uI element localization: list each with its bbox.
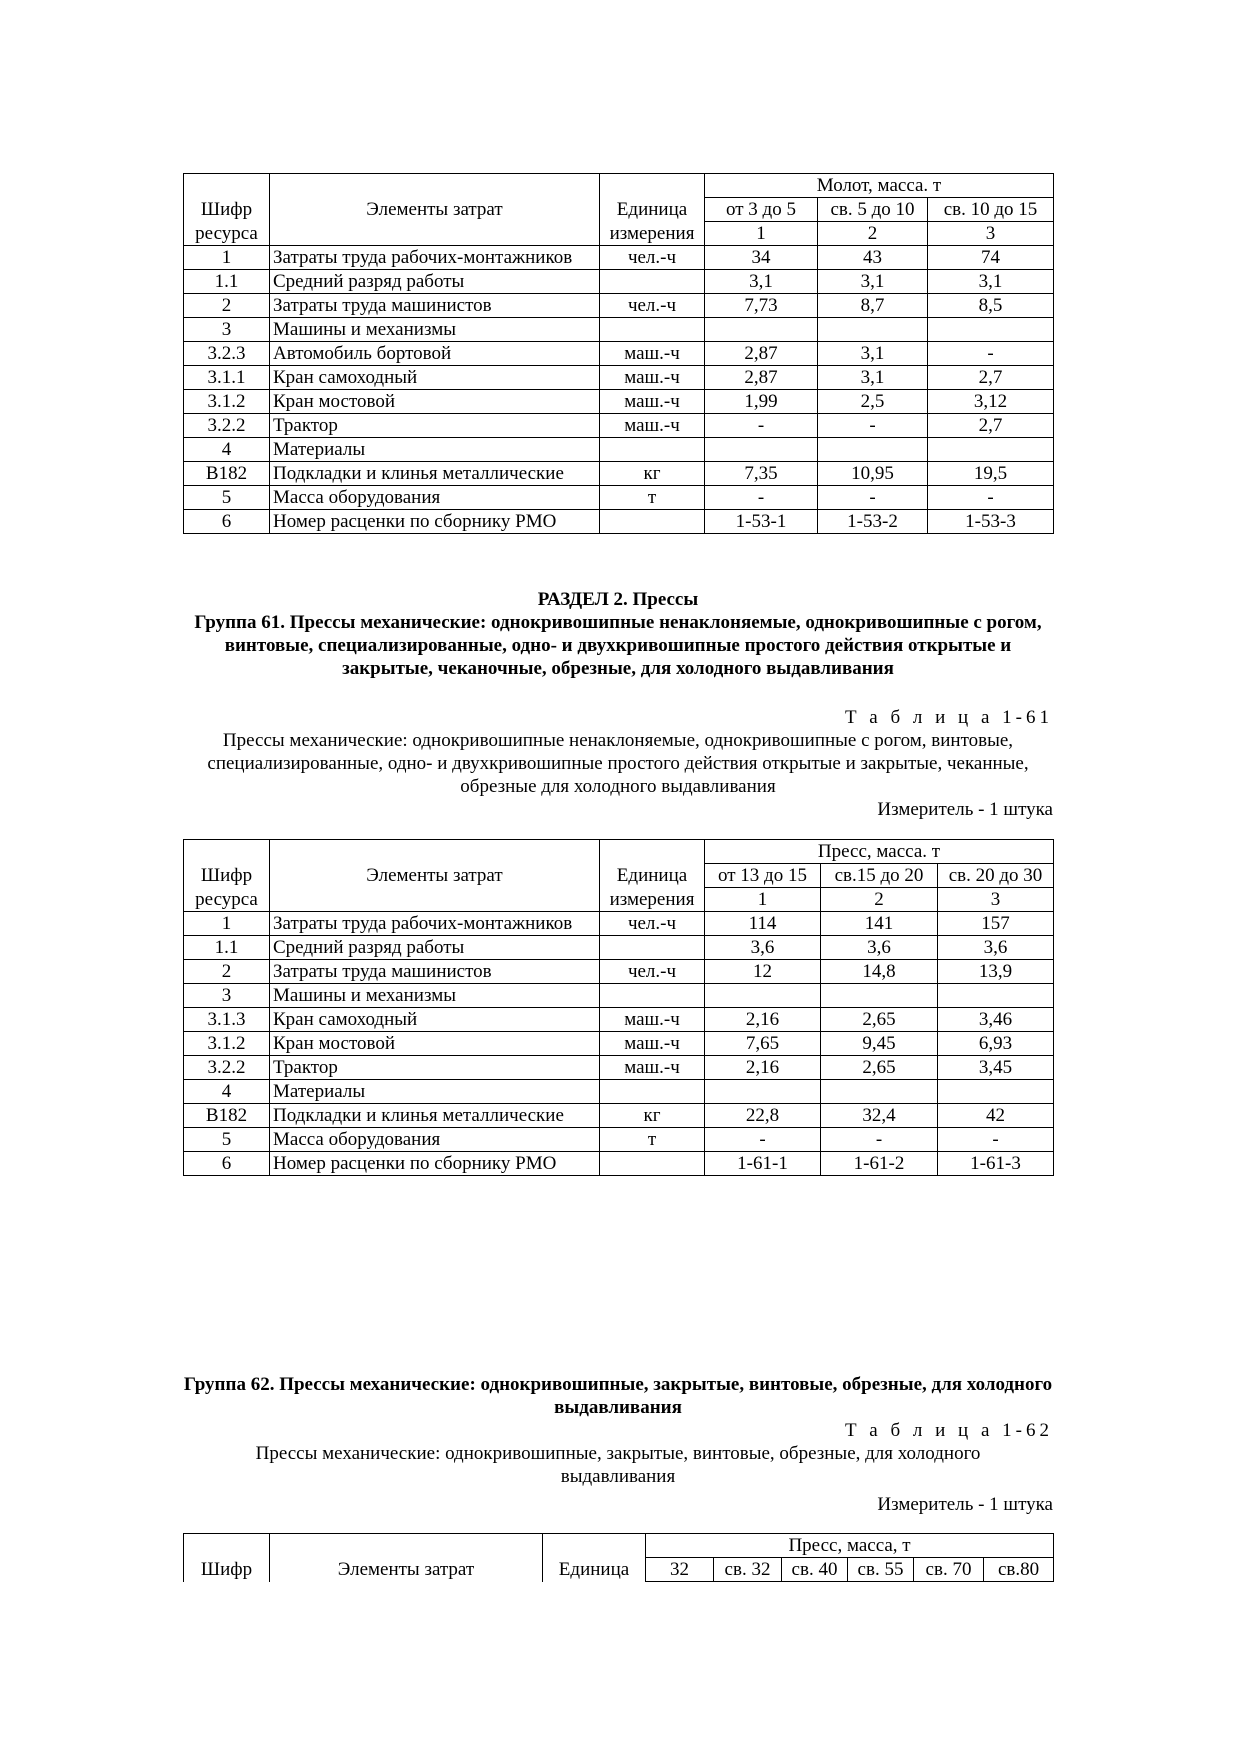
header-cell-elements-top <box>270 840 600 864</box>
value-cell: 3,1 <box>705 270 818 294</box>
value-cell: 22,8 <box>705 1104 821 1128</box>
table-label-1-61: Т а б л и ц а 1-61 <box>844 707 1053 728</box>
unit-cell <box>600 1080 705 1104</box>
unit-cell <box>600 984 705 1008</box>
element-cell: Материалы <box>270 1080 600 1104</box>
value-cell: 43 <box>818 246 928 270</box>
header-cell-unit: Единица <box>600 864 705 888</box>
value-cell: 13,9 <box>938 960 1054 984</box>
measure-label: Измеритель - 1 штука <box>877 799 1053 820</box>
value-cell: 8,7 <box>818 294 928 318</box>
value-cell: 3,1 <box>818 342 928 366</box>
col-num-cell: 1 <box>705 888 821 912</box>
value-cell: 9,45 <box>821 1032 938 1056</box>
unit-cell: маш.-ч <box>600 414 705 438</box>
value-cell <box>928 438 1054 462</box>
table-header-row <box>184 222 1054 246</box>
value-cell: 19,5 <box>928 462 1054 486</box>
value-cell: - <box>938 1128 1054 1152</box>
col-num-cell: 2 <box>821 888 938 912</box>
element-cell: Кран самоходный <box>270 366 600 390</box>
table-row <box>184 912 1054 936</box>
table-row <box>184 366 1054 390</box>
table-row <box>184 486 1054 510</box>
header-cell-unit-top <box>543 1534 646 1558</box>
header-cell-unit: измерения <box>600 222 705 246</box>
value-cell: - <box>928 342 1054 366</box>
element-cell: Подкладки и клинья металлические <box>270 1104 600 1128</box>
range-cell: от 13 до 15 <box>705 864 821 888</box>
code-cell: 2 <box>184 960 270 984</box>
value-cell <box>705 438 818 462</box>
table-row <box>184 984 1054 1008</box>
range-cell: св. 40 <box>782 1558 848 1582</box>
header-cell-unit: измерения <box>600 888 705 912</box>
value-cell: 2,87 <box>705 366 818 390</box>
value-cell: - <box>821 1128 938 1152</box>
range-cell: 32 <box>646 1558 714 1582</box>
unit-cell <box>600 1152 705 1176</box>
value-cell: 7,65 <box>705 1032 821 1056</box>
col-num-cell: 1 <box>705 222 818 246</box>
table-row <box>184 462 1054 486</box>
table-row <box>184 1032 1054 1056</box>
unit-cell: чел.-ч <box>600 912 705 936</box>
table-row <box>184 414 1054 438</box>
measure-label: Измеритель - 1 штука <box>877 1494 1053 1515</box>
header-cell-unit-top <box>600 174 705 198</box>
value-cell: 1-61-2 <box>821 1152 938 1176</box>
unit-cell: чел.-ч <box>600 960 705 984</box>
code-cell: 3.1.3 <box>184 1008 270 1032</box>
value-cell: 3,6 <box>938 936 1054 960</box>
value-cell <box>705 1080 821 1104</box>
element-cell: Номер расценки по сборнику РМО <box>270 510 600 534</box>
unit-cell: маш.-ч <box>600 1032 705 1056</box>
value-cell: 1-61-3 <box>938 1152 1054 1176</box>
element-cell: Масса оборудования <box>270 1128 600 1152</box>
value-cell: 2,65 <box>821 1008 938 1032</box>
table-header-row <box>184 840 1054 864</box>
value-cell: 1-53-2 <box>818 510 928 534</box>
value-cell <box>705 984 821 1008</box>
value-cell: 3,45 <box>938 1056 1054 1080</box>
unit-cell: чел.-ч <box>600 246 705 270</box>
element-cell: Трактор <box>270 414 600 438</box>
value-cell: 74 <box>928 246 1054 270</box>
value-cell <box>821 1080 938 1104</box>
range-cell: от 3 до 5 <box>705 198 818 222</box>
element-cell: Затраты труда машинистов <box>270 294 600 318</box>
range-cell: св. 20 до 30 <box>938 864 1054 888</box>
unit-cell <box>600 510 705 534</box>
element-cell: Кран мостовой <box>270 1032 600 1056</box>
code-cell: 5 <box>184 486 270 510</box>
element-cell: Средний разряд работы <box>270 270 600 294</box>
value-cell <box>705 318 818 342</box>
group-62-title: Группа 62. Прессы механические: однокривошипные, закрытые, винтовые, обрезные, для холодного выдавливания <box>183 1374 1053 1418</box>
table-row <box>184 318 1054 342</box>
unit-cell <box>600 936 705 960</box>
value-cell: 3,46 <box>938 1008 1054 1032</box>
table-description-1-61: Прессы механические: однокривошипные ненаклоняемые, однокривошипные с рогом, винтовые, специализированные, одно- и двухкривошипные простого действия открытые и закрытые, чеканные, обрезные для холодного выдавливания <box>207 730 1029 797</box>
unit-cell: т <box>600 1128 705 1152</box>
range-cell: св. 10 до 15 <box>928 198 1054 222</box>
table-row <box>184 342 1054 366</box>
code-cell: 3.2.2 <box>184 1056 270 1080</box>
range-cell: св. 55 <box>848 1558 914 1582</box>
table-row <box>184 246 1054 270</box>
value-cell <box>928 318 1054 342</box>
value-cell: 3,1 <box>928 270 1054 294</box>
code-cell: 1 <box>184 912 270 936</box>
value-cell: 157 <box>938 912 1054 936</box>
code-cell: 3 <box>184 318 270 342</box>
element-cell: Трактор <box>270 1056 600 1080</box>
header-cell-elements: Элементы затрат <box>270 198 600 222</box>
table-row <box>184 1152 1054 1176</box>
value-cell: 42 <box>938 1104 1054 1128</box>
header-cell-code: Шифр <box>184 198 270 222</box>
code-cell: 3.2.3 <box>184 342 270 366</box>
unit-cell: маш.-ч <box>600 390 705 414</box>
value-cell: 2,16 <box>705 1008 821 1032</box>
header-cell-elements-top <box>270 1534 543 1558</box>
unit-cell <box>600 438 705 462</box>
header-cell-code: ресурса <box>184 888 270 912</box>
code-cell: 1.1 <box>184 270 270 294</box>
value-cell: 7,35 <box>705 462 818 486</box>
value-cell: - <box>818 414 928 438</box>
code-cell: 3.1.1 <box>184 366 270 390</box>
header-cell-unit: Единица <box>543 1558 646 1582</box>
table-1-61 <box>183 839 1054 1176</box>
code-cell: 6 <box>184 510 270 534</box>
header-cell-elements-bottom <box>270 888 600 912</box>
unit-cell: маш.-ч <box>600 366 705 390</box>
range-cell: св. 5 до 10 <box>818 198 928 222</box>
value-cell: 3,1 <box>818 366 928 390</box>
section-title: РАЗДЕЛ 2. Прессы <box>537 589 699 610</box>
table-row <box>184 960 1054 984</box>
code-cell: 4 <box>184 438 270 462</box>
table-row <box>184 438 1054 462</box>
group-header-cell: Молот, масса. т <box>705 174 1054 198</box>
header-cell-unit-top <box>600 840 705 864</box>
code-cell: В182 <box>184 462 270 486</box>
value-cell: 10,95 <box>818 462 928 486</box>
value-cell: 2,7 <box>928 414 1054 438</box>
value-cell: 2,7 <box>928 366 1054 390</box>
table-row <box>184 1008 1054 1032</box>
element-cell: Кран мостовой <box>270 390 600 414</box>
table-label-1-62: Т а б л и ц а 1-62 <box>844 1420 1053 1441</box>
code-cell: 1.1 <box>184 936 270 960</box>
header-cell-elements-bottom <box>270 222 600 246</box>
code-cell: 3.1.2 <box>184 1032 270 1056</box>
unit-cell: т <box>600 486 705 510</box>
element-cell: Средний разряд работы <box>270 936 600 960</box>
table-row <box>184 936 1054 960</box>
table-1-53 <box>183 173 1054 534</box>
table-row <box>184 1056 1054 1080</box>
element-cell: Материалы <box>270 438 600 462</box>
table-header-row <box>184 864 1054 888</box>
table-row <box>184 1104 1054 1128</box>
header-cell-elements: Элементы затрат <box>270 1558 543 1582</box>
value-cell: 3,6 <box>705 936 821 960</box>
unit-cell: маш.-ч <box>600 1008 705 1032</box>
value-cell: 1-53-3 <box>928 510 1054 534</box>
header-cell-code: ресурса <box>184 222 270 246</box>
code-cell: 3.1.2 <box>184 390 270 414</box>
col-num-cell: 3 <box>938 888 1054 912</box>
unit-cell: кг <box>600 462 705 486</box>
code-cell: 4 <box>184 1080 270 1104</box>
table-row <box>184 270 1054 294</box>
value-cell: 1,99 <box>705 390 818 414</box>
value-cell: 1-61-1 <box>705 1152 821 1176</box>
code-cell: 6 <box>184 1152 270 1176</box>
table-header-row <box>184 888 1054 912</box>
element-cell: Машины и механизмы <box>270 984 600 1008</box>
value-cell: - <box>705 1128 821 1152</box>
range-cell: св.80 <box>984 1558 1054 1582</box>
code-cell: 1 <box>184 246 270 270</box>
code-cell: 3.2.2 <box>184 414 270 438</box>
value-cell: 3,1 <box>818 270 928 294</box>
header-cell-unit: Единица <box>600 198 705 222</box>
table-header-row <box>184 1558 1054 1582</box>
element-cell: Затраты труда машинистов <box>270 960 600 984</box>
value-cell <box>821 984 938 1008</box>
value-cell <box>938 984 1054 1008</box>
value-cell: 14,8 <box>821 960 938 984</box>
header-cell-code-top <box>184 840 270 864</box>
value-cell: 1-53-1 <box>705 510 818 534</box>
table-row <box>184 390 1054 414</box>
value-cell: 3,12 <box>928 390 1054 414</box>
value-cell: 2,87 <box>705 342 818 366</box>
table-description-1-62: Прессы механические: однокривошипные, закрытые, винтовые, обрезные, для холодного выдавливания <box>255 1443 981 1487</box>
value-cell: - <box>928 486 1054 510</box>
code-cell: 2 <box>184 294 270 318</box>
value-cell: 7,73 <box>705 294 818 318</box>
range-cell: св.15 до 20 <box>821 864 938 888</box>
value-cell: - <box>705 414 818 438</box>
header-cell-code: Шифр <box>184 864 270 888</box>
table-header-row <box>184 1534 1054 1558</box>
unit-cell: маш.-ч <box>600 1056 705 1080</box>
element-cell: Масса оборудования <box>270 486 600 510</box>
unit-cell: маш.-ч <box>600 342 705 366</box>
value-cell: 2,16 <box>705 1056 821 1080</box>
code-cell: 5 <box>184 1128 270 1152</box>
value-cell <box>818 438 928 462</box>
value-cell: 2,65 <box>821 1056 938 1080</box>
table-row <box>184 294 1054 318</box>
value-cell: - <box>705 486 818 510</box>
code-cell: В182 <box>184 1104 270 1128</box>
group-header-cell: Пресс, масса. т <box>705 840 1054 864</box>
value-cell: - <box>818 486 928 510</box>
header-cell-elements: Элементы затрат <box>270 864 600 888</box>
value-cell: 12 <box>705 960 821 984</box>
element-cell: Подкладки и клинья металлические <box>270 462 600 486</box>
value-cell: 114 <box>705 912 821 936</box>
value-cell: 32,4 <box>821 1104 938 1128</box>
value-cell: 141 <box>821 912 938 936</box>
code-cell: 3 <box>184 984 270 1008</box>
col-num-cell: 2 <box>818 222 928 246</box>
element-cell: Автомобиль бортовой <box>270 342 600 366</box>
unit-cell <box>600 318 705 342</box>
element-cell: Кран самоходный <box>270 1008 600 1032</box>
table-row <box>184 1128 1054 1152</box>
value-cell: 2,5 <box>818 390 928 414</box>
value-cell <box>938 1080 1054 1104</box>
col-num-cell: 3 <box>928 222 1054 246</box>
unit-cell: чел.-ч <box>600 294 705 318</box>
table-header-row <box>184 198 1054 222</box>
table-row <box>184 1080 1054 1104</box>
unit-cell <box>600 270 705 294</box>
header-cell-code: Шифр <box>184 1558 270 1582</box>
element-cell: Затраты труда рабочих-монтажников <box>270 912 600 936</box>
table-header-row <box>184 174 1054 198</box>
value-cell: 3,6 <box>821 936 938 960</box>
range-cell: св. 32 <box>714 1558 782 1582</box>
element-cell: Затраты труда рабочих-монтажников <box>270 246 600 270</box>
group-61-title: Группа 61. Прессы механические: однокривошипные ненаклоняемые, однокривошипные с рогом, винтовые, специализированные, одно- и двухкривошипные простого действия открытые и закрытые, чеканочные, обрезные, для холодного выдавливания <box>194 612 1042 679</box>
header-cell-code-top <box>184 174 270 198</box>
value-cell: 6,93 <box>938 1032 1054 1056</box>
unit-cell: кг <box>600 1104 705 1128</box>
header-cell-code-top <box>184 1534 270 1558</box>
group-header-cell: Пресс, масса, т <box>646 1534 1054 1558</box>
value-cell <box>818 318 928 342</box>
value-cell: 8,5 <box>928 294 1054 318</box>
range-cell: св. 70 <box>914 1558 984 1582</box>
table-row <box>184 510 1054 534</box>
table-1-62 <box>183 1533 1054 1582</box>
value-cell: 34 <box>705 246 818 270</box>
element-cell: Номер расценки по сборнику РМО <box>270 1152 600 1176</box>
element-cell: Машины и механизмы <box>270 318 600 342</box>
header-cell-elements-top <box>270 174 600 198</box>
